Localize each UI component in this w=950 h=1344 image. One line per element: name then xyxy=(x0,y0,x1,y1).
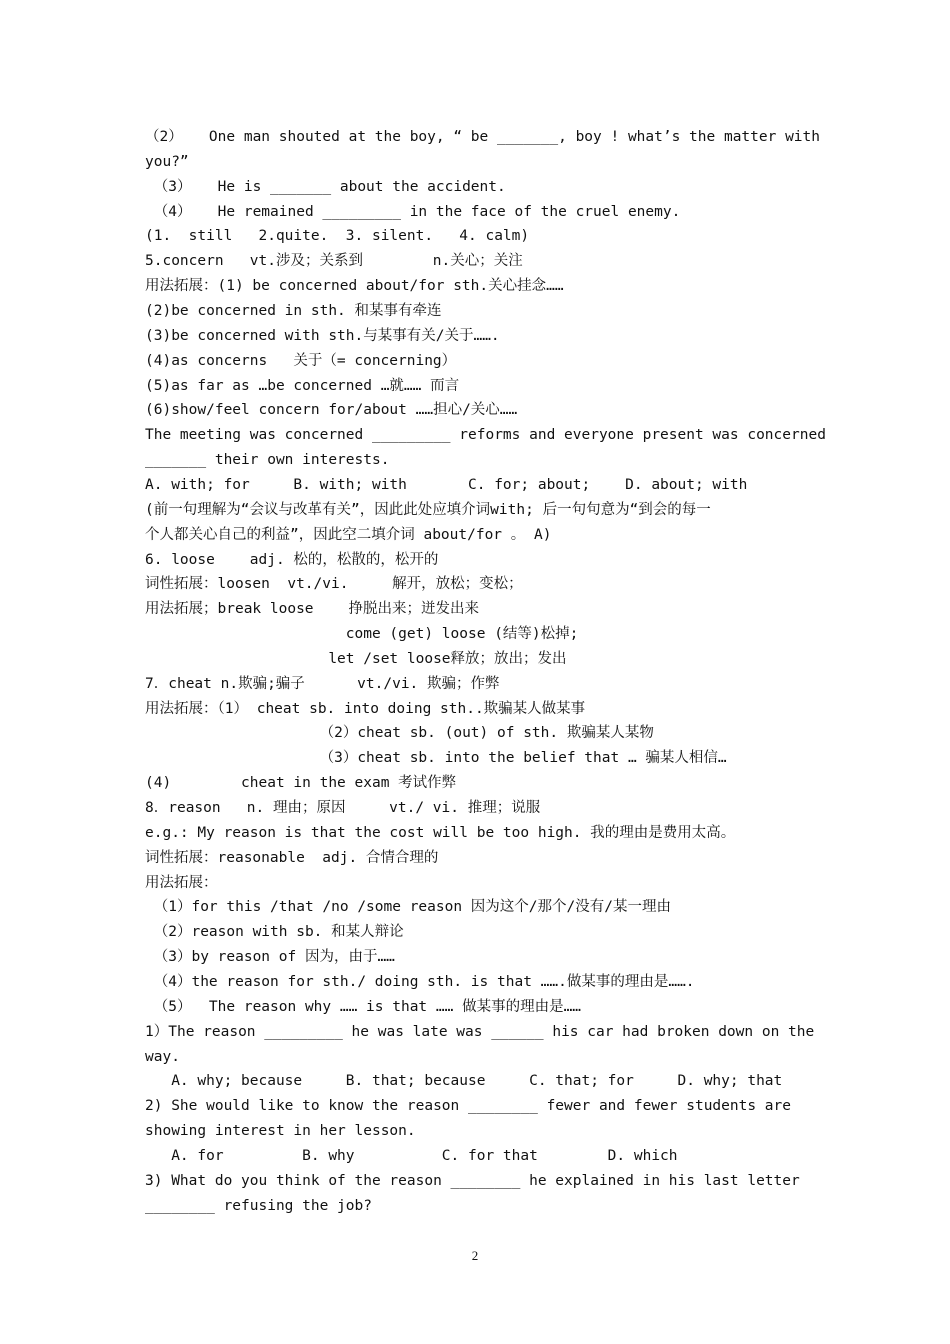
text-line: come (get) loose (结等)松掉; xyxy=(145,626,579,642)
text-line: you?” xyxy=(145,153,189,170)
text-line: 用法拓展：(1) be concerned about/for sth.关心挂念…… xyxy=(145,278,564,295)
text-line: e.g.: My reason is that the cost will be too high. 我的理由是费用太高。 xyxy=(145,824,736,841)
text-line: A. for B. why C. for that D. which xyxy=(145,1147,678,1164)
text-line: （2） One man shouted at the boy, “ be _______, boy ! what’s the matter with xyxy=(145,129,821,145)
text-line: 1）The reason _________ he was late was ______ his car had broken down on the xyxy=(145,1023,815,1040)
text-line: A. with; for B. with; with C. for; about; D. about; with xyxy=(145,476,748,493)
text-line: 词性拓展：reasonable adj. 合情合理的 xyxy=(145,849,439,866)
text-line: 词性拓展：loosen vt./vi. 解开，放松；变松； xyxy=(145,576,523,593)
text-line: let /set loose释放；放出；发出 xyxy=(145,650,567,667)
text-line: 用法拓展： xyxy=(145,874,218,891)
text-line: 7．cheat n.欺骗;骗子 vt./vi. 欺骗；作弊 xyxy=(145,675,500,692)
text-line: （3）cheat sb. into the belief that … 骗某人相信… xyxy=(145,750,727,767)
text-line: way. xyxy=(145,1048,180,1065)
text-line: （2）reason with sb. 和某人辩论 xyxy=(145,924,404,941)
text-line: (1. still 2.quite. 3. silent. 4. calm) xyxy=(145,228,530,245)
text-line: （2）cheat sb. (out) of sth. 欺骗某人某物 xyxy=(145,725,654,742)
text-line: （4）the reason for sth./ doing sth. is that …….做某事的理由是……. xyxy=(145,973,695,990)
text-line: （5） The reason why …… is that …… 做某事的理由是…… xyxy=(145,998,582,1015)
text-line: 6. loose adj. 松的，松散的，松开的 xyxy=(145,551,439,568)
text-line: 2) She would like to know the reason ________ fewer and fewer students are xyxy=(145,1098,792,1115)
text-line: 8．reason n. 理由；原因 vt./ vi. 推理；说服 xyxy=(145,800,541,816)
text-line: 个人都关心自己的利益”，因此空二填介词 about/for 。 A) xyxy=(145,526,552,543)
text-line: (3)be concerned with sth.与某事有关/关于……. xyxy=(145,327,500,344)
text-line: (4) cheat in the exam 考试作弊 xyxy=(145,775,457,792)
text-line: The meeting was concerned _________ reforms and everyone present was concerned xyxy=(145,427,826,444)
text-line: showing interest in her lesson. xyxy=(145,1123,416,1139)
text-line: ________ refusing the job? xyxy=(145,1197,372,1214)
text-line: 5.concern vt.涉及；关系到 n.关心；关注 xyxy=(145,253,523,270)
text-line: _______ their own interests. xyxy=(145,452,390,469)
text-line: 用法拓展；break loose 挣脱出来；迸发出来 xyxy=(145,601,479,618)
text-line: 3) What do you think of the reason ________ he explained in his last letter xyxy=(145,1172,800,1189)
text-line: (前一句理解为“会议与改革有关”，因此此处应填介词with; 后一句句意为“到会的每一 xyxy=(145,501,711,518)
page-number: 2 xyxy=(471,1248,479,1263)
text-line: （4） He remained _________ in the face of the cruel enemy. xyxy=(145,203,681,220)
text-line: 用法拓展：（1） cheat sb. into doing sth..欺骗某人做某事 xyxy=(145,700,586,717)
text-line: （3） He is _______ about the accident. xyxy=(145,178,506,195)
text-line: A. why; because B. that; because C. that; for D. why; that xyxy=(145,1073,783,1090)
text-line: (6)show/feel concern for/about ……担心/关心…… xyxy=(145,402,518,419)
text-line: (5)as far as …be concerned …就…… 而言 xyxy=(145,377,460,394)
text-line: (2)be concerned in sth. 和某事有牵连 xyxy=(145,303,442,319)
text-line: （1）for this /that /no /some reason 因为这个/那个/没有/某一理由 xyxy=(145,899,671,916)
text-line: (4)as concerns 关于（= concerning） xyxy=(145,352,457,369)
text-line: （3）by reason of 因为，由于…… xyxy=(145,949,395,966)
